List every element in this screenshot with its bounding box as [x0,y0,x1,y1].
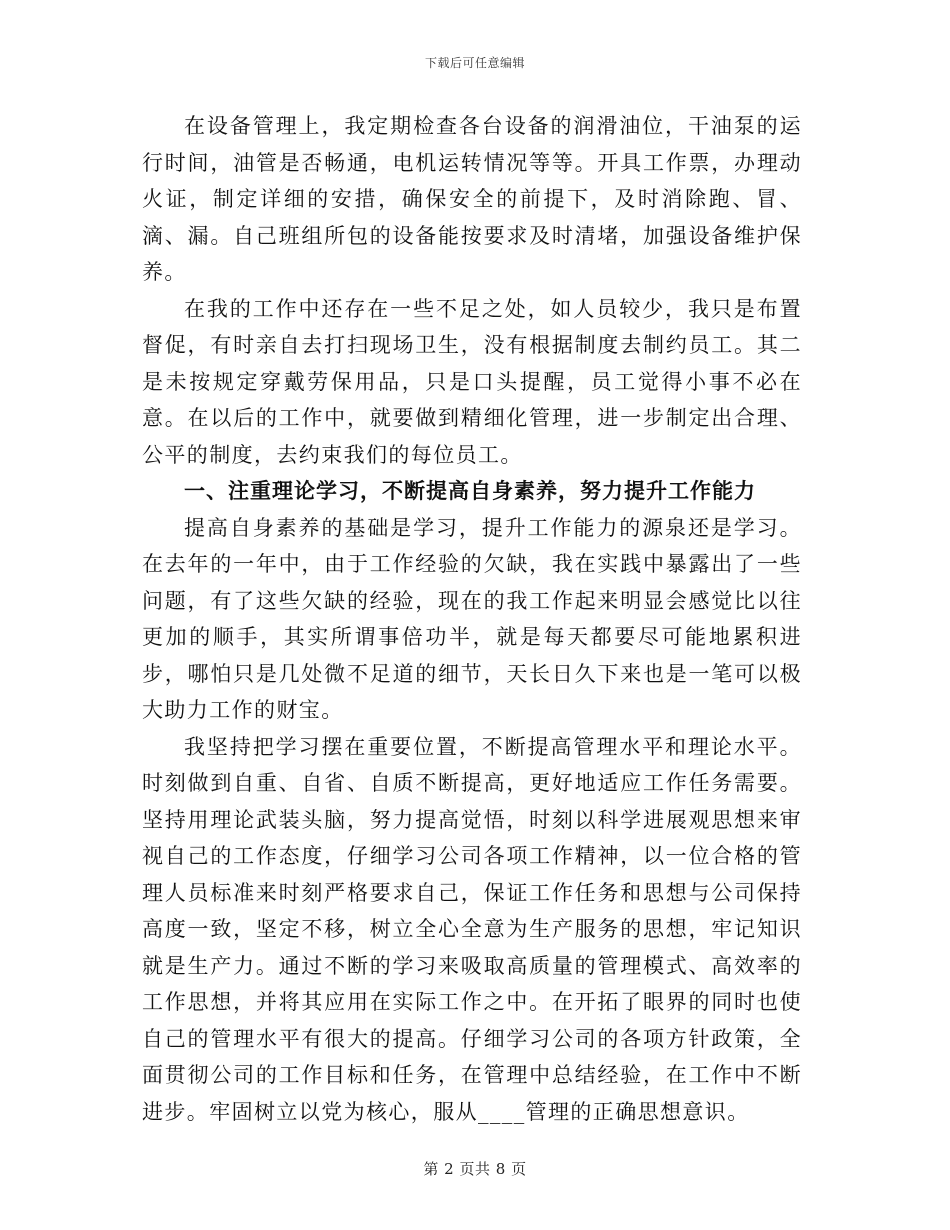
paragraph-self-improvement: 提高自身素养的基础是学习，提升工作能力的源泉还是学习。在去年的一年中，由于工作经验的欠缺，我在实践中暴露出了一些问题，有了这些欠缺的经验，现在的我工作起来明显会感觉比以往更加的顺手，其实所谓事倍功半，就是每天都要尽可能地累积进步，哪怕只是几处微不足道的细节，天长日久下来也是一笔可以极大助力工作的财宝。 [142,515,802,722]
paragraph-equipment-management: 在设备管理上，我定期检查各台设备的润滑油位，干油泵的运行时间，油管是否畅通，电机运转情况等等。开具工作票，办理动火证，制定详细的安措，确保安全的前提下，及时消除跑、冒、滴、漏。自己班组所包的设备能按要求及时清堵，加强设备维护保养。 [142,114,802,284]
page-header: 下载后可任意编辑 [424,56,525,70]
paragraph-learning-commitment: 我坚持把学习摆在重要位置，不断提高管理水平和理论水平。时刻做到自重、自省、自质不断提高，更好地适应工作任务需要。坚持用理论武装头脑，努力提高觉悟，时刻以科学进展观思想来审视自己的工作态度，仔细学习公司各项工作精神，以一位合格的管理人员标准来时刻严格要求自己，保证工作任务和思想与公司保持高度一致，坚定不移，树立全心全意为生产服务的思想，牢记知识就是生产力。通过不断的学习来吸取高质量的管理模式、高效率的工作思想，并将其应用在实际工作之中。在开拓了眼界的同时也使自己的管理水平有很大的提高。仔细学习公司的各项方针政策，全面贯彻公司的工作目标和任务，在管理中总结经验，在工作中不断进步。牢固树立以党为核心，服从____管理的正确思想意识。 [142,734,802,1124]
page-number-footer: 第 2 页共 8 页 [423,1160,527,1178]
paragraph-shortcomings: 在我的工作中还存在一些不足之处，如人员较少，我只是布置督促，有时亲自去打扫现场卫生，没有根据制度去制约员工。其二是未按规定穿戴劳保用品，只是口头提醒，员工觉得小事不必在意。在以后的工作中，就要做到精细化管理，进一步制定出合理、公平的制度，去约束我们的每位员工。 [142,296,802,467]
section-heading: 一、注重理论学习，不断提高自身素养，努力提升工作能力 [184,479,756,503]
document-body [142,108,802,1130]
